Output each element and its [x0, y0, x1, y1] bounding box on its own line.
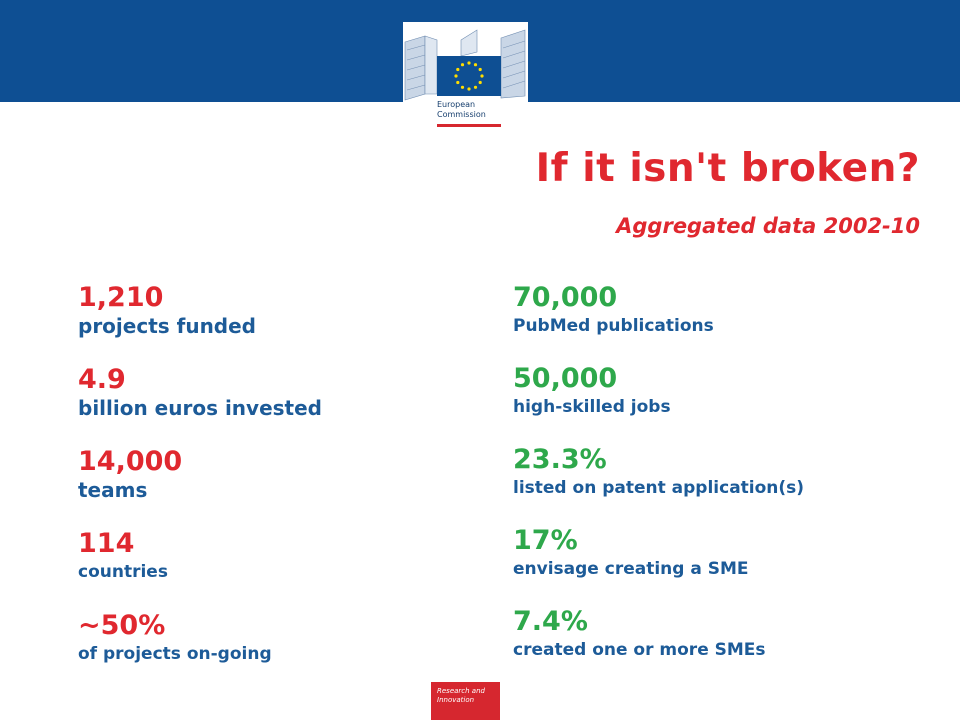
stat-item — [513, 606, 933, 687]
stat-value: ~50% — [78, 610, 166, 641]
stat-item — [78, 610, 478, 692]
stat-label: listed on patent application(s) — [513, 478, 805, 498]
european-commission-logo — [403, 22, 528, 132]
stat-value: 114 — [78, 528, 135, 559]
stat-item — [78, 282, 478, 364]
stat-label: countries — [78, 562, 168, 582]
stat-value: 50,000 — [513, 363, 618, 394]
stat-label: projects funded — [78, 314, 256, 338]
stat-item — [513, 525, 933, 606]
stat-value: 7.4% — [513, 606, 588, 637]
stat-item — [513, 363, 933, 444]
stat-label: of projects on-going — [78, 644, 272, 664]
stat-item — [513, 444, 933, 525]
stat-label: envisage creating a SME — [513, 559, 749, 579]
stat-item — [78, 446, 478, 528]
left-stats-column — [78, 282, 478, 692]
stat-value: 4.9 — [78, 364, 126, 395]
research-innovation-tag — [431, 682, 500, 720]
stat-item — [78, 528, 478, 610]
right-stats-column — [513, 282, 933, 687]
logo-red-bar — [437, 124, 501, 127]
stat-label: created one or more SMEs — [513, 640, 766, 660]
logo-line-1: European — [437, 100, 476, 109]
stat-label: teams — [78, 478, 148, 502]
stat-label: PubMed publications — [513, 316, 714, 336]
page-title: If it isn't broken? — [535, 146, 920, 191]
stat-label: billion euros invested — [78, 396, 322, 420]
tag-line-1: Research and — [437, 687, 485, 695]
stat-value: 14,000 — [78, 446, 183, 477]
stat-item — [513, 282, 933, 363]
stat-value: 70,000 — [513, 282, 618, 313]
stat-value: 23.3% — [513, 444, 607, 475]
stat-value: 17% — [513, 525, 578, 556]
logo-line-2: Commission — [437, 110, 486, 119]
page-subtitle: Aggregated data 2002-10 — [616, 214, 920, 238]
tag-line-2: Innovation — [437, 696, 475, 704]
logo-wordmark — [437, 100, 486, 120]
stat-label: high-skilled jobs — [513, 397, 671, 417]
stat-value: 1,210 — [78, 282, 164, 313]
stat-item — [78, 364, 478, 446]
